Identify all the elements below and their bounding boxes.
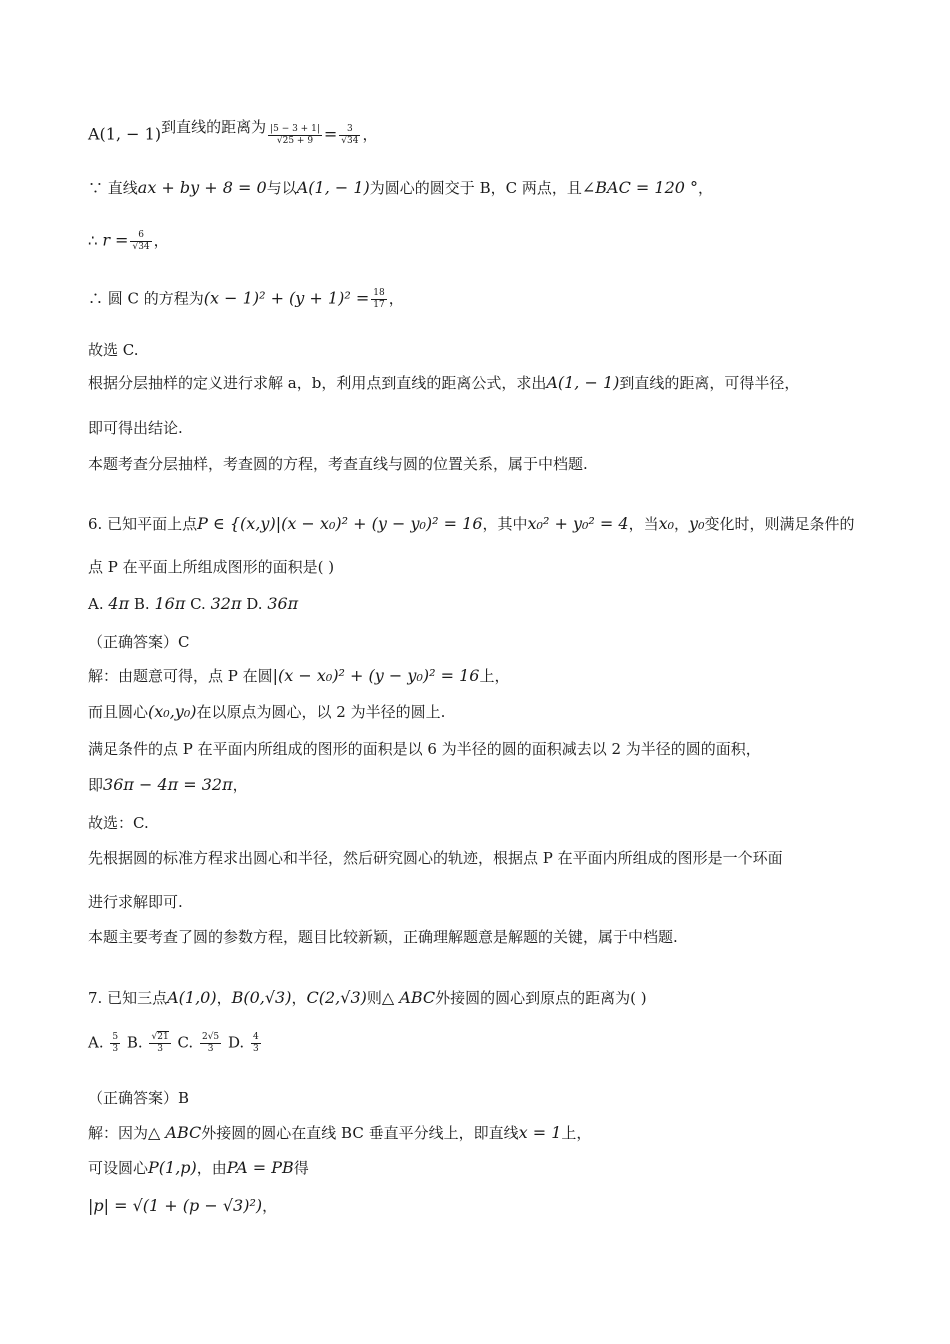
- q6-solution-2: 而且圆心(x₀,y₀)在以原点为圆心，以 2 为半径的圆上.: [88, 702, 446, 721]
- q5-line-7: 即可得出结论.: [88, 419, 183, 437]
- q7-answer: （正确答案）B: [88, 1089, 190, 1107]
- q5-line-2: ∵ 直线ax + by + 8 = 0与以A(1, − 1)为圆心的圆交于 B，C 两点，且∠BAC = 120 °，: [88, 178, 714, 197]
- option-a-fraction: $\frac{5}{3}$: [112, 1032, 119, 1054]
- option-d-fraction: $\frac{4}{3}$: [252, 1032, 259, 1054]
- q7-options: A. $\frac{5}{3}$ B. $\frac{√21}{3}$ C. $\frac{2√5}{3}$ D. $\frac{4}{3}$: [88, 1032, 259, 1054]
- q7-solution-1: 解：因为△ ABC外接圆的圆心在直线 BC 垂直平分线上，即直线x = 1上，: [88, 1123, 592, 1142]
- q6-solution-3: 满足条件的点 P 在平面内所组成的图形的面积是以 6 为半径的圆的面积减去以 2 为半径的圆的面积，: [88, 740, 761, 758]
- q5-line-6: 根据分层抽样的定义进行求解 a，b，利用点到直线的距离公式，求出A(1, − 1)到直线的距离，可得半径，: [88, 373, 800, 392]
- fraction: $\frac{6}{√34}$: [132, 230, 150, 252]
- q6-options: A. 4π B. 16π C. 32π D. 36π: [88, 594, 299, 613]
- q5-line-3: ∴ r = $\frac{6}{√34}$ ，: [88, 230, 169, 252]
- q5-line-8: 本题考查分层抽样，考查圆的方程，考查直线与圆的位置关系，属于中档题.: [88, 455, 588, 473]
- fraction: $\frac{3}{√34}$: [341, 124, 359, 146]
- q5-line-4: ∴ 圆 C 的方程为(x − 1)² + (y + 1)² = $\frac{18}{17}$ ，: [88, 288, 404, 310]
- option-b-fraction: $\frac{√21}{3}$: [151, 1032, 169, 1054]
- fraction: $\frac{|5 - 3 + 1|}{√25 + 9}$: [270, 124, 320, 146]
- q7-solution-2: 可设圆心P(1,p)，由PA = PB得: [88, 1158, 309, 1177]
- q5-line-5: 故选 C.: [88, 341, 139, 359]
- q6-answer: （正确答案）C: [88, 633, 190, 651]
- q6-solution-7: 进行求解即可.: [88, 893, 183, 911]
- q5-line-1: A(1, − 1)到直线的距离为 $\frac{|5 - 3 + 1|}{√25 + 9}$ = $\frac{3}{√34}$ ，: [88, 117, 378, 146]
- option-c-fraction: $\frac{2√5}{3}$: [201, 1032, 220, 1054]
- fraction: $\frac{18}{17}$: [373, 288, 385, 310]
- q6-solution-6: 先根据圆的标准方程求出圆心和半径，然后研究圆心的轨迹，根据点 P 在平面内所组成的图形是一个环面: [88, 849, 783, 867]
- q6-solution-4: 即36π − 4π = 32π，: [88, 775, 248, 794]
- q6-solution-1: 解：由题意可得，点 P 在圆|(x − x₀)² + (y − y₀)² = 16上，: [88, 666, 510, 685]
- q6-question-line-1: 6. 已知平面上点P ∈ {(x,y)|(x − x₀)² + (y − y₀)² = 16，其中x₀² + y₀² = 4，当x₀，y₀变化时，则满足条件的: [88, 514, 855, 533]
- q6-solution-8: 本题主要考查了圆的参数方程，题目比较新颖，正确理解题意是解题的关键，属于中档题.: [88, 928, 678, 946]
- q7-question-line-1: 7. 已知三点A(1,0)，B(0,√3)，C(2,√3)则△ ABC外接圆的圆心到原点的距离为( ): [88, 988, 647, 1007]
- q6-question-line-2: 点 P 在平面上所组成图形的面积是( ): [88, 558, 335, 576]
- q7-solution-3: |p| = √(1 + (p − √3)²)，: [88, 1196, 278, 1215]
- q6-solution-5: 故选：C.: [88, 814, 149, 832]
